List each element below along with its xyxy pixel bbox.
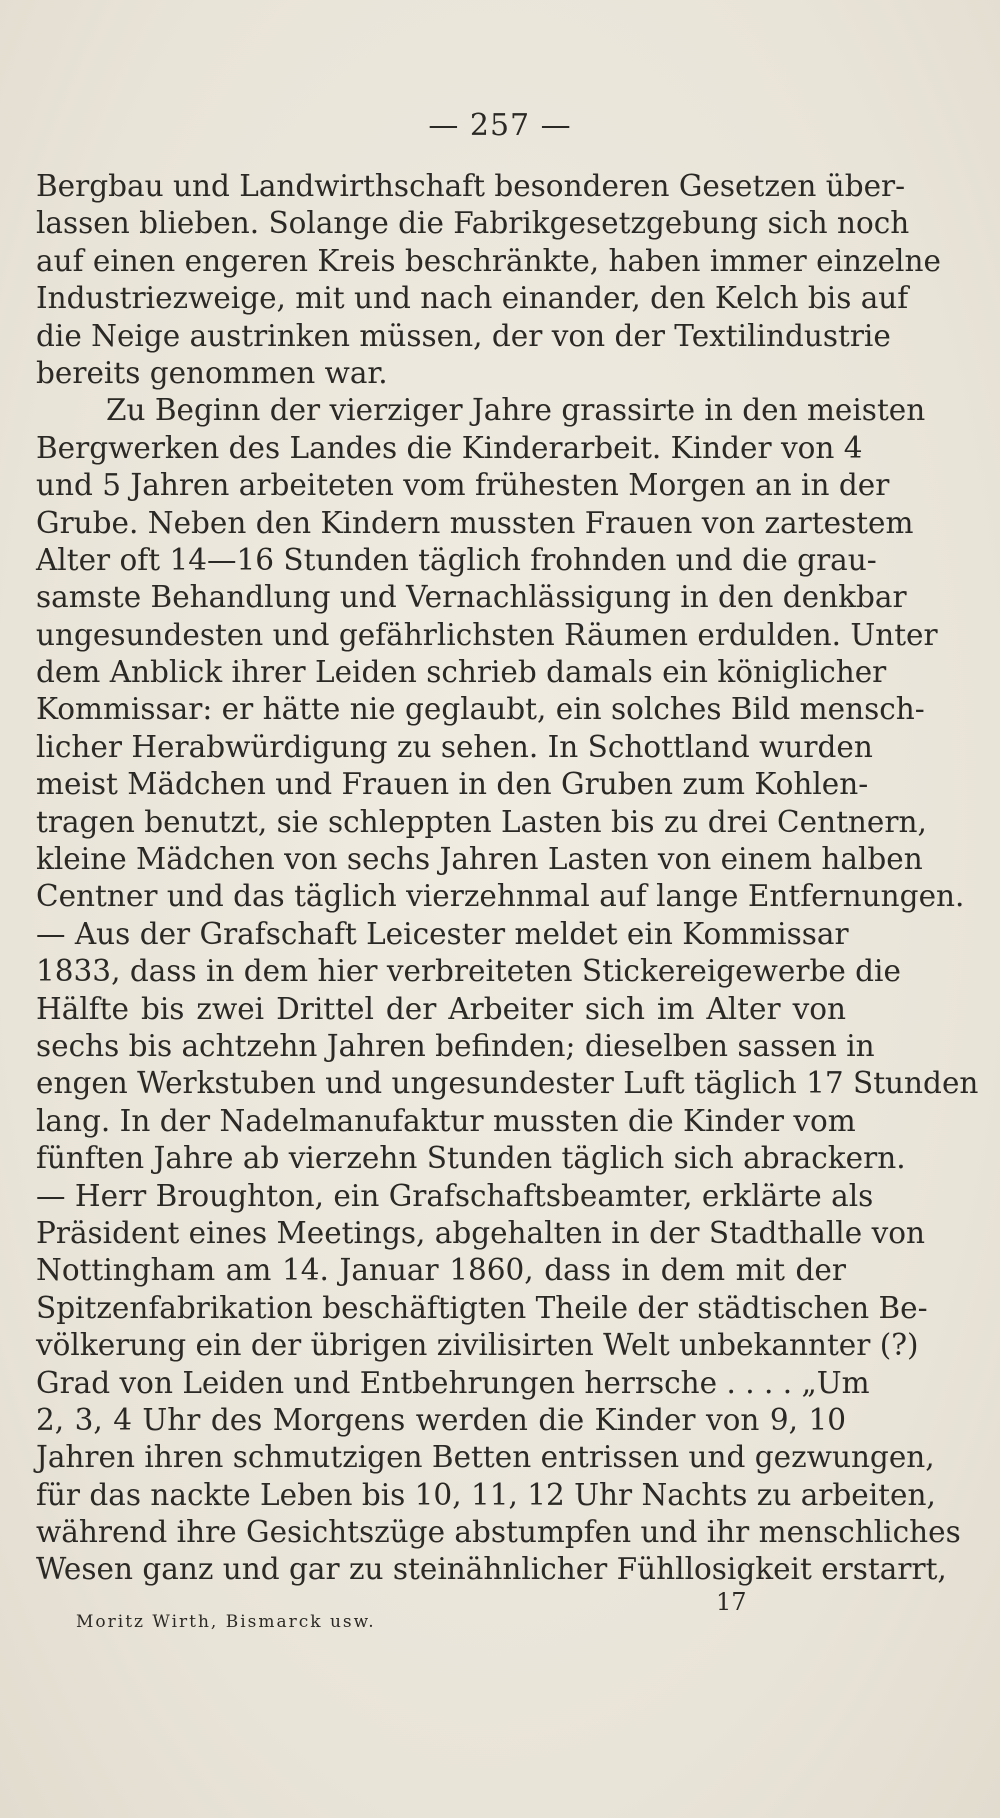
text-line: Grube. Neben den Kindern mussten Frauen von zartestem	[36, 505, 914, 540]
text-line: Hälfte bis zwei Drittel der Arbeiter sich im Alter von	[36, 991, 846, 1026]
text-line: Jahren ihren schmutzigen Betten entrissen und gezwungen,	[36, 1440, 935, 1475]
text-line: sechs bis achtzehn Jahren befinden; dieselben sassen in	[36, 1028, 875, 1063]
text-line: ungesundesten und gefährlichsten Räumen erdulden. Unter	[36, 617, 938, 652]
text-line: kleine Mädchen von sechs Jahren Lasten von einem halben	[36, 842, 923, 877]
text-line: während ihre Gesichtszüge abstumpfen und ihr menschliches	[36, 1515, 961, 1550]
text-line: meist Mädchen und Frauen in den Gruben zum Kohlen-	[36, 767, 869, 802]
text-line: 2, 3, 4 Uhr des Morgens werden die Kinder von 9, 10	[36, 1402, 846, 1437]
text-line: Nottingham am 14. Januar 1860, dass in dem mit der	[36, 1253, 846, 1288]
text-line: Grad von Leiden und Entbehrungen herrsche . . . . „Um	[36, 1365, 870, 1400]
text-line: und 5 Jahren arbeiteten vom frühesten Morgen an in der	[36, 468, 890, 503]
text-line: lang. In der Nadelmanufaktur mussten die Kinder vom	[36, 1103, 856, 1138]
signature-mark: 17	[716, 1588, 747, 1616]
text-line: völkerung ein der übrigen zivilisirten Welt unbekannter (?)	[36, 1328, 919, 1363]
text-line: bereits genommen war.	[36, 355, 388, 390]
text-line: Industriezweige, mit und nach einander, den Kelch bis auf	[36, 281, 909, 316]
text-line: Centner und das täglich vierzehnmal auf lange Entfernungen.	[36, 879, 965, 914]
text-line: lassen blieben. Solange die Fabrikgesetzgebung sich noch	[36, 206, 910, 241]
text-line: tragen benutzt, sie schleppten Lasten bis zu drei Centnern,	[36, 804, 927, 839]
text-line: Kommissar: er hätte nie geglaubt, ein solches Bild mensch-	[36, 692, 925, 727]
text-line: 1833, dass in dem hier verbreiteten Stickereigewerbe die	[36, 954, 901, 989]
text-line: Bergbau und Landwirthschaft besonderen Gesetzen über-	[36, 169, 906, 203]
text-line: Bergwerken des Landes die Kinderarbeit. Kinder von 4	[36, 430, 863, 465]
text-line: licher Herabwürdigung zu sehen. In Schottland wurden	[36, 729, 873, 764]
page-number: — 257 —	[428, 108, 572, 143]
text-line: die Neige austrinken müssen, der von der Textilindustrie	[36, 318, 891, 353]
text-line: auf einen engeren Kreis beschränkte, haben immer einzelne	[36, 243, 941, 278]
text-line: für das nackte Leben bis 10, 11, 12 Uhr Nachts zu arbeiten,	[36, 1477, 936, 1512]
text-line: Alter oft 14—16 Stunden täglich frohnden und die grau-	[36, 542, 877, 577]
text-line: engen Werkstuben und ungesundester Luft täglich 17 Stunden	[36, 1066, 979, 1101]
footer-author-line: Moritz Wirth, Bismarck usw.	[76, 1612, 376, 1632]
text-line: Spitzenfabrikation beschäftigten Theile der städtischen Be-	[36, 1290, 928, 1325]
text-line: — Aus der Grafschaft Leicester meldet ein Kommissar	[36, 916, 849, 951]
text-line: Präsident eines Meetings, abgehalten in der Stadthalle von	[36, 1215, 926, 1250]
text-line: dem Anblick ihrer Leiden schrieb damals ein königlicher	[36, 655, 887, 690]
text-line: samste Behandlung und Vernachlässigung in den denkbar	[36, 580, 907, 615]
text-line: fünften Jahre ab vierzehn Stunden täglich sich abrackern.	[36, 1141, 906, 1176]
text-line: — Herr Broughton, ein Grafschaftsbeamter, erklärte als	[36, 1178, 874, 1213]
text-line: Wesen ganz und gar zu steinähnlicher Fühllosigkeit erstarrt,	[36, 1552, 947, 1587]
body-text	[36, 168, 979, 1589]
paragraph-start-line: Zu Beginn der vierziger Jahre grassirte in den meisten	[106, 393, 926, 428]
